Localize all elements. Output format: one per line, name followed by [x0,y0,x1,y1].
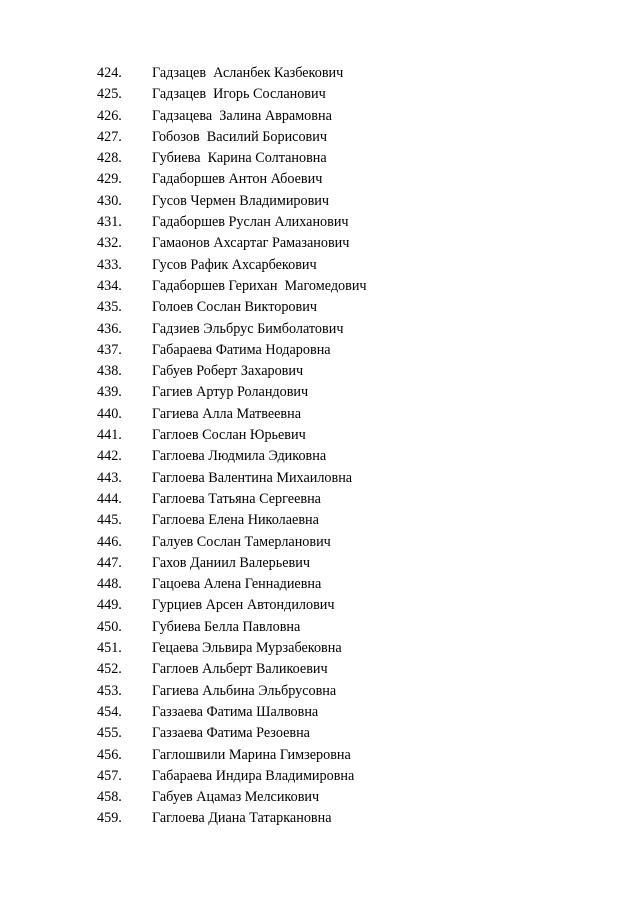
list-item [97,745,367,766]
entry-name: Галуев Сослан Тамерланович [152,533,331,550]
entry-number: 444. [97,490,122,507]
entry-number: 447. [97,554,122,571]
list-item [97,510,367,531]
list-item [97,787,367,808]
list-item [97,681,367,702]
entry-number: 451. [97,640,122,657]
entry-number: 452. [97,661,122,678]
entry-number: 433. [97,256,122,273]
entry-name: Гацоева Алена Геннадиевна [152,576,322,593]
list-item [97,808,367,829]
entry-number: 459. [97,810,122,827]
entry-name: Гамаонов Ахсартаг Рамазанович [152,235,350,252]
entry-number: 425. [97,86,122,103]
list-item [97,617,367,638]
list-item [97,468,367,489]
entry-number: 427. [97,128,122,145]
name-list [97,63,367,830]
entry-name: Гаглоев Сослан Юрьевич [152,427,306,444]
list-item [97,446,367,467]
entry-number: 441. [97,427,122,444]
list-item [97,191,367,212]
list-item [97,425,367,446]
entry-name: Гусов Рафик Ахсарбекович [152,256,317,273]
entry-name: Габараева Индира Владимировна [152,767,355,784]
entry-name: Гадзацев Игорь Сосланович [152,86,326,103]
entry-number: 457. [97,767,122,784]
list-item [97,319,367,340]
entry-number: 430. [97,192,122,209]
list-item [97,106,367,127]
entry-name: Гадзацев Асланбек Казбекович [152,65,344,81]
entry-name: Гаглоев Альберт Валикоевич [152,661,328,678]
entry-name: Габараева Фатима Нодаровна [152,341,331,358]
entry-name: Гахов Даниил Валерьевич [152,554,310,571]
entry-number: 455. [97,725,122,742]
list-item [97,169,367,190]
entry-number: 454. [97,703,122,720]
entry-name: Гагиев Артур Роландович [152,384,309,401]
entry-name: Гаглоева Валентина Михаиловна [152,469,353,486]
list-item [97,574,367,595]
list-item [97,595,367,616]
list-item [97,63,367,84]
entry-name: Гобозов Василий Борисович [152,128,327,145]
entry-number: 424. [97,65,122,81]
list-item [97,723,367,744]
entry-name: Гагиева Алла Матвеевна [152,405,302,422]
list-item [97,84,367,105]
list-item [97,532,367,553]
entry-number: 434. [97,277,122,294]
list-item [97,702,367,723]
entry-name: Гагиева Альбина Эльбрусовна [152,682,337,699]
entry-name: Гусов Чермен Владимирович [152,192,330,209]
entry-number: 438. [97,363,122,380]
entry-number: 449. [97,597,122,614]
list-item [97,340,367,361]
entry-number: 450. [97,618,122,635]
list-item [97,127,367,148]
entry-number: 431. [97,214,122,231]
entry-number: 443. [97,469,122,486]
list-item [97,297,367,318]
list-item [97,233,367,254]
entry-name: Гадзиев Эльбрус Бимболатович [152,320,344,337]
list-item [97,489,367,510]
entry-number: 432. [97,235,122,252]
entry-number: 428. [97,150,122,167]
entry-name: Гаглоева Елена Николаевна [152,512,319,529]
entry-number: 429. [97,171,122,188]
entry-name: Гаглошвили Марина Гимзеровна [152,746,351,763]
entry-name: Голоев Сослан Викторович [152,299,317,316]
list-item [97,382,367,403]
entry-name: Гаглоева Татьяна Сергеевна [152,490,321,507]
list-item [97,212,367,233]
entry-name: Гурциев Арсен Автондилович [152,597,335,614]
entry-name: Газзаева Фатима Шалвовна [152,703,319,720]
list-item [97,638,367,659]
entry-number: 437. [97,341,122,358]
list-item [97,553,367,574]
entry-name: Гадзацева Залина Авpамовна [152,107,332,124]
entry-number: 436. [97,320,122,337]
entry-number: 458. [97,789,122,806]
list-item [97,404,367,425]
entry-name: Габуев Роберт Захарович [152,363,304,380]
entry-number: 448. [97,576,122,593]
entry-number: 456. [97,746,122,763]
entry-name: Гадаборшев Герихан Магомедович [152,277,367,294]
list-item [97,766,367,787]
entry-name: Гецаева Эльвира Мурзабековна [152,640,342,657]
list-item [97,148,367,169]
entry-name: Газзаева Фатима Резоевна [152,725,310,742]
list-item [97,276,367,297]
entry-name: Губиева Белла Павловна [152,618,301,635]
entry-name: Гадаборшев Антон Абоевич [152,171,323,188]
list-item [97,361,367,382]
entry-number: 426. [97,107,122,124]
entry-number: 440. [97,405,122,422]
list-item [97,659,367,680]
entry-name: Габуев Ацамаз Мелсикович [152,789,320,806]
entry-number: 442. [97,448,122,465]
entry-number: 435. [97,299,122,316]
entry-name: Гаглоева Диана Татаркановна [152,810,332,827]
entry-number: 453. [97,682,122,699]
entry-name: Гадаборшев Руслан Алиханович [152,214,349,231]
entry-number: 439. [97,384,122,401]
entry-name: Губиева Карина Солтановна [152,150,327,167]
list-item [97,255,367,276]
entry-number: 445. [97,512,122,529]
entry-name: Гаглоева Людмила Эдиковна [152,448,327,465]
entry-number: 446. [97,533,122,550]
